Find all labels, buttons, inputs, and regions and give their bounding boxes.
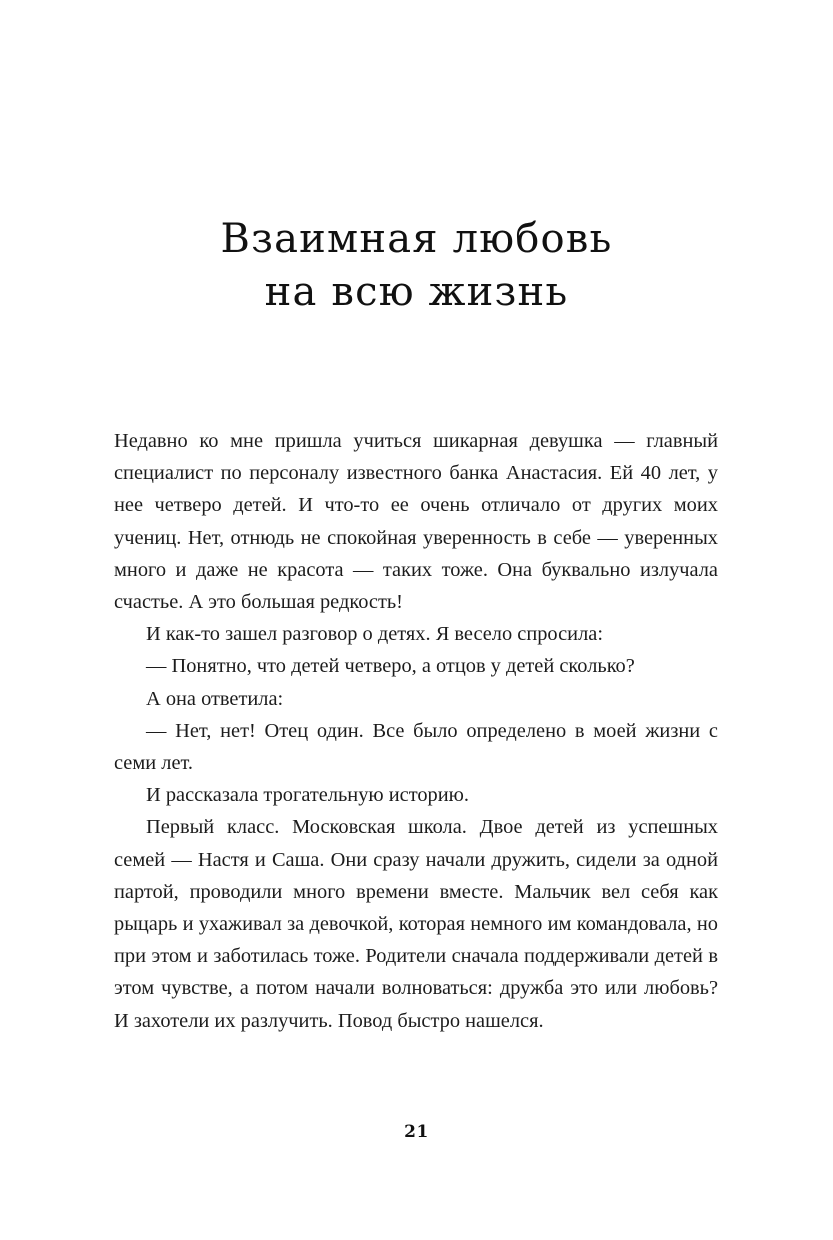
page-title — [0, 213, 833, 319]
paragraph: И как-то зашел разговор о детях. Я весело спросила: — [146, 623, 603, 646]
paragraph: А она ответила: — [146, 687, 284, 710]
paragraph: И рассказала трогательную историю. — [146, 784, 469, 807]
body-text — [114, 425, 718, 1037]
paragraph: — Нет, нет! Отец один. Все было определено в моей жизни с семи лет. — [114, 719, 718, 775]
paragraph: — Понятно, что детей четверо, а отцов у детей сколько? — [146, 655, 635, 678]
chapter-title-line-2: на всю жизнь — [264, 268, 569, 315]
paragraph: Первый класс. Московская школа. Двое детей из успешных семей — Настя и Саша. Они сразу начали дружить, сидели за одной партой, проводили много времени вместе. Мальчик вел себя как рыцарь и ухаживал за девочкой, которая немного им командовала, но при этом и заботилась тоже. Родители сначала поддерживали детей в этом чувстве, а потом начали волноваться: дружба это или любовь? И захотели их разлучить. Повод быстро нашелся. — [114, 816, 718, 1032]
paragraph: Недавно ко мне пришла учиться шикарная девушка — главный специалист по персоналу известного банка Анастасия. Ей 40 лет, у нее четверо детей. И что-то ее очень отличало от других моих учениц. Нет, отнюдь не спокойная уверенность в себе — уверенных много и даже не красота — таких тоже. Она буквально излучала счастье. А это большая редкость! — [114, 430, 718, 614]
page-number: 21 — [404, 1122, 429, 1142]
chapter-title-line-1: Взаимная любовь — [220, 215, 613, 262]
